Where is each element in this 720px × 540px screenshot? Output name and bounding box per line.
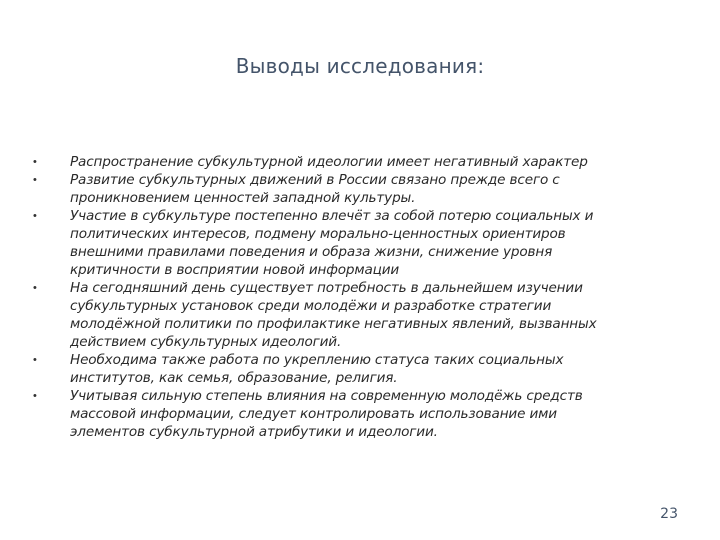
bullet-line: действием субкультурных идеологий. xyxy=(70,334,342,350)
bullet-line: Участие в субкультуре постепенно влечёт за собой потерю социальных и xyxy=(70,208,594,224)
bullet-item xyxy=(33,279,673,351)
bullet-icon: • xyxy=(33,282,37,294)
bullet-line: На сегодняшний день существует потребность в дальнейшем изучении xyxy=(70,280,583,296)
bullet-line: элементов субкультурной атрибутики и идеологии. xyxy=(70,424,438,440)
bullet-item xyxy=(33,207,673,279)
bullet-icon: • xyxy=(33,210,37,222)
bullet-line: молодёжной политики по профилактике негативных явлений, вызванных xyxy=(70,316,597,332)
bullet-line: критичности в восприятии новой информации xyxy=(70,262,400,278)
bullet-icon: • xyxy=(33,174,37,186)
bullet-icon: • xyxy=(33,156,37,168)
bullet-line: массовой информации, следует контролировать использование ими xyxy=(70,406,557,422)
bullet-line: институтов, как семья, образование, религия. xyxy=(70,370,398,386)
bullet-line: Развитие субкультурных движений в России связано прежде всего с xyxy=(70,172,560,188)
bullet-text xyxy=(70,207,673,279)
bullet-line: проникновением ценностей западной культуры. xyxy=(70,190,416,206)
bullet-icon: • xyxy=(33,354,37,366)
bullet-item xyxy=(33,351,673,387)
page-number: 23 xyxy=(660,506,678,522)
bullet-item xyxy=(33,387,673,441)
bullet-text xyxy=(70,171,673,207)
bullet-text xyxy=(70,351,673,387)
slide-title: Выводы исследования: xyxy=(235,54,485,78)
bullet-line: Распространение субкультурной идеологии имеет негативный характер xyxy=(70,154,588,170)
bullet-line: внешними правилами поведения и образа жизни, снижение уровня xyxy=(70,244,553,260)
bullet-item xyxy=(33,153,673,171)
bullet-line: Необходима также работа по укреплению статуса таких социальных xyxy=(70,352,564,368)
bullet-line: политических интересов, подмену морально-ценностных ориентиров xyxy=(70,226,566,242)
bullet-item xyxy=(33,171,673,207)
bullet-list xyxy=(33,153,673,441)
bullet-text xyxy=(70,153,673,171)
bullet-icon: • xyxy=(33,390,37,402)
bullet-line: субкультурных установок среди молодёжи и разработке стратегии xyxy=(70,298,552,314)
bullet-line: Учитывая сильную степень влияния на современную молодёжь средств xyxy=(70,388,583,404)
bullet-text xyxy=(70,387,673,441)
bullet-text xyxy=(70,279,673,351)
